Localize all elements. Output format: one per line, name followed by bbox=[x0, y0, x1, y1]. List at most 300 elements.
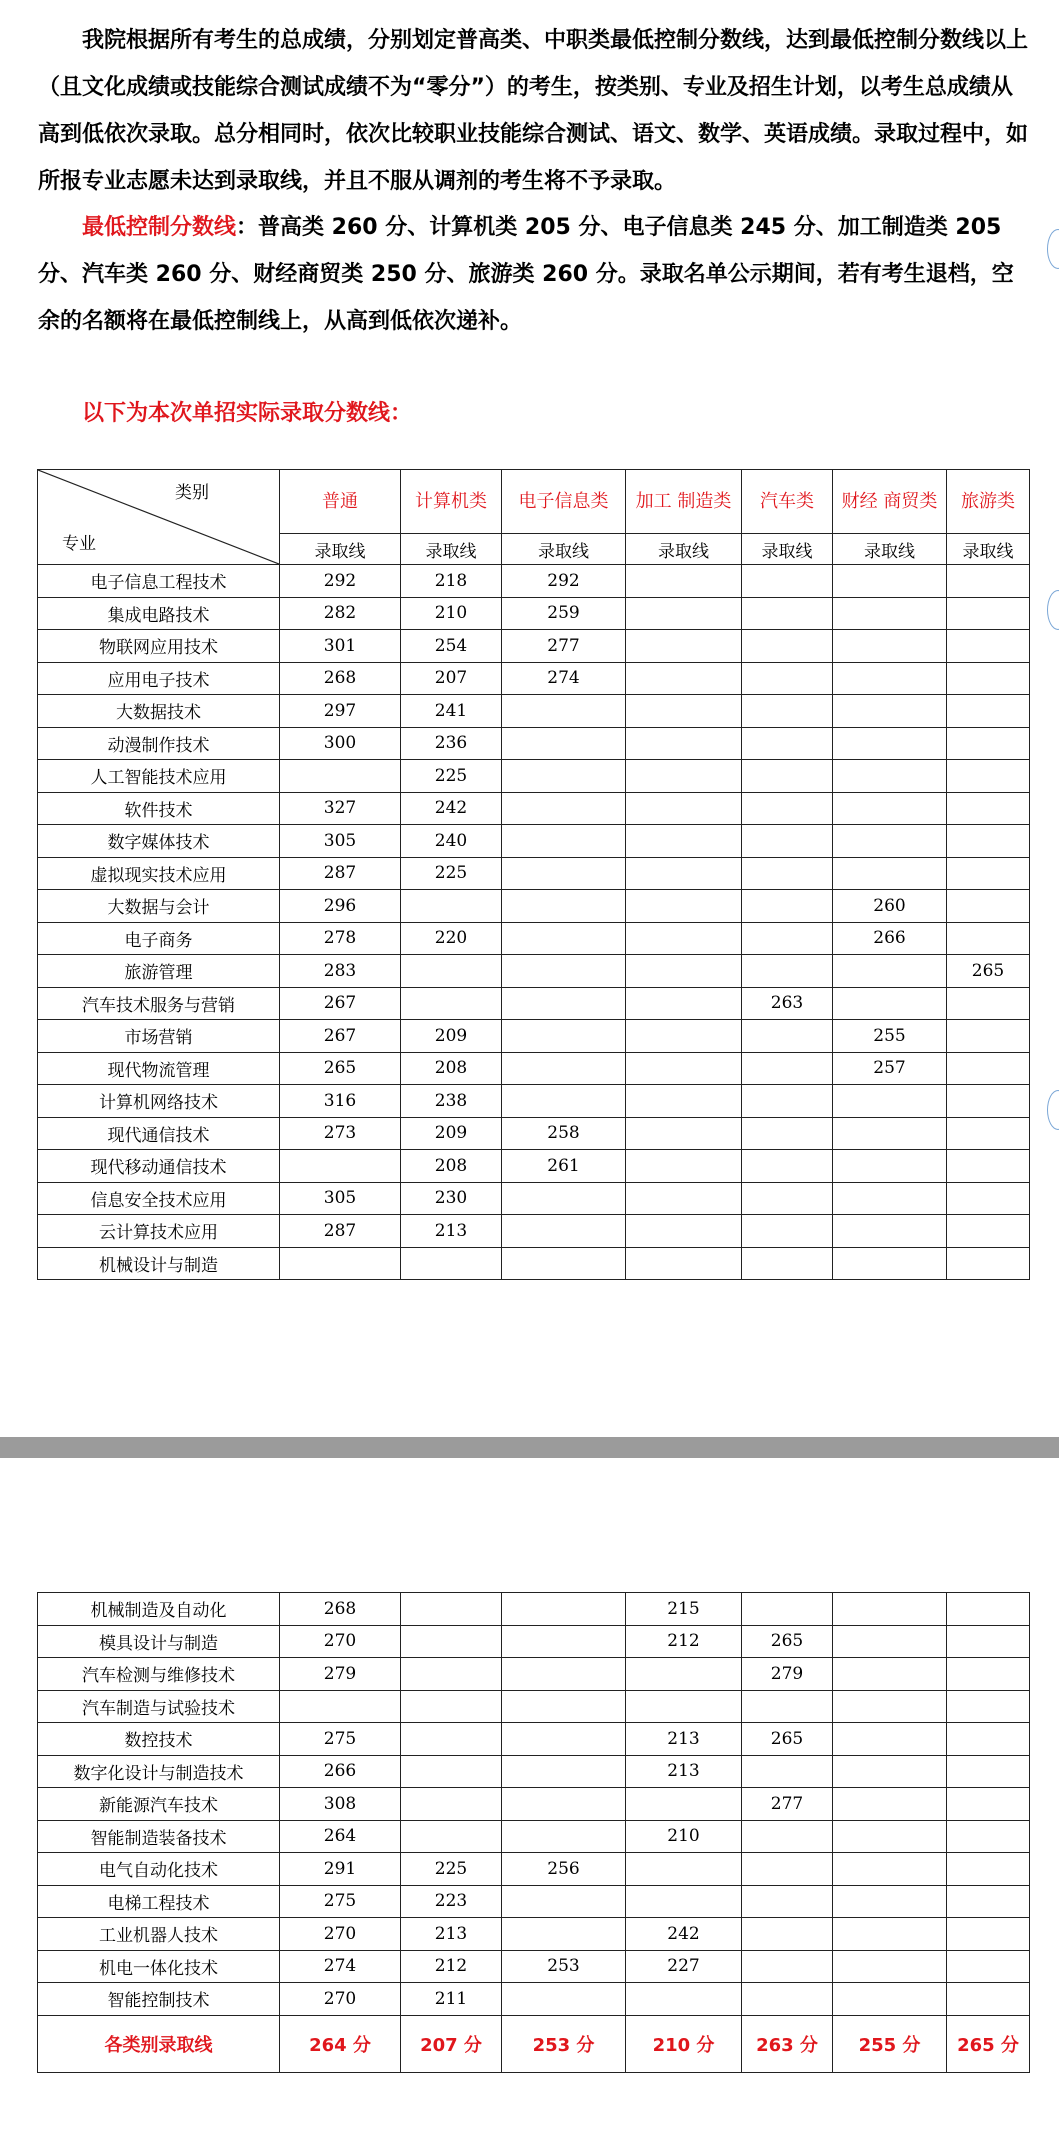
score-cell: 287 bbox=[280, 857, 401, 890]
major-name-cell: 汽车检测与维修技术 bbox=[38, 1658, 280, 1691]
score-cell: 209 bbox=[401, 1117, 502, 1150]
major-name-cell: 现代通信技术 bbox=[38, 1117, 280, 1150]
score-cell bbox=[947, 1820, 1030, 1853]
score-cell bbox=[833, 1723, 947, 1756]
score-cell bbox=[833, 1593, 947, 1626]
score-cell bbox=[742, 1085, 833, 1118]
min-score-label: 最低控制分数线 bbox=[82, 215, 237, 240]
table-row bbox=[38, 1117, 1030, 1150]
table-row bbox=[38, 1820, 1030, 1853]
score-cell bbox=[626, 922, 742, 955]
score-cell: 274 bbox=[502, 662, 626, 695]
major-name-cell: 信息安全技术应用 bbox=[38, 1182, 280, 1215]
score-cell bbox=[401, 890, 502, 923]
score-cell: 213 bbox=[626, 1723, 742, 1756]
score-table-part-2 bbox=[37, 1592, 1030, 2073]
table-row bbox=[38, 1052, 1030, 1085]
score-cell bbox=[626, 630, 742, 663]
score-cell: 241 bbox=[401, 695, 502, 728]
score-cell bbox=[947, 1690, 1030, 1723]
score-cell bbox=[833, 792, 947, 825]
score-cell: 305 bbox=[280, 1182, 401, 1215]
major-name-cell: 新能源汽车技术 bbox=[38, 1788, 280, 1821]
major-name-cell: 计算机网络技术 bbox=[38, 1085, 280, 1118]
major-name-cell: 机电一体化技术 bbox=[38, 1950, 280, 1983]
major-name-cell: 电子商务 bbox=[38, 922, 280, 955]
score-cell bbox=[833, 727, 947, 760]
major-name-cell: 模具设计与制造 bbox=[38, 1625, 280, 1658]
score-cell: 218 bbox=[401, 565, 502, 598]
score-cell: 292 bbox=[502, 565, 626, 598]
score-cell bbox=[947, 695, 1030, 728]
score-cell bbox=[626, 1117, 742, 1150]
major-name-cell: 云计算技术应用 bbox=[38, 1215, 280, 1248]
score-cell bbox=[742, 1182, 833, 1215]
category-header: 普通 bbox=[280, 470, 401, 534]
score-cell bbox=[502, 1788, 626, 1821]
score-cell bbox=[833, 1690, 947, 1723]
major-name-cell: 市场营销 bbox=[38, 1020, 280, 1053]
score-cell: 274 bbox=[280, 1950, 401, 1983]
category-header: 汽车类 bbox=[742, 470, 833, 534]
table-row bbox=[38, 565, 1030, 598]
score-cell bbox=[833, 1150, 947, 1183]
score-cell bbox=[742, 1690, 833, 1723]
score-cell: 327 bbox=[280, 792, 401, 825]
total-score-cell: 210 分 bbox=[626, 2015, 742, 2072]
sub-header: 录取线 bbox=[401, 534, 502, 565]
score-cell: 242 bbox=[401, 792, 502, 825]
score-cell bbox=[626, 1853, 742, 1886]
min-score-text: ：普高类 260 分、计算机类 205 分、电子信息类 245 分、加工制造类 205 分、汽车类 260 分、财经商贸类 250 分、旅游类 260 分。录取名单公示期间，若有考生退档，空余的名额将在最低控制线上，从高到低依次递补。 bbox=[38, 215, 1014, 334]
score-cell: 259 bbox=[502, 597, 626, 630]
score-cell bbox=[833, 1182, 947, 1215]
score-cell bbox=[742, 1755, 833, 1788]
score-cell bbox=[742, 1247, 833, 1280]
score-cell: 227 bbox=[626, 1950, 742, 1983]
sub-header: 录取线 bbox=[947, 534, 1030, 565]
table-row bbox=[38, 922, 1030, 955]
score-cell bbox=[742, 1853, 833, 1886]
major-name-cell: 人工智能技术应用 bbox=[38, 760, 280, 793]
score-cell bbox=[833, 1658, 947, 1691]
score-cell: 212 bbox=[401, 1950, 502, 1983]
score-cell bbox=[833, 1085, 947, 1118]
sub-header: 录取线 bbox=[626, 534, 742, 565]
major-name-cell: 汽车技术服务与营销 bbox=[38, 987, 280, 1020]
score-cell bbox=[401, 1593, 502, 1626]
corner-category-label: 类别 bbox=[175, 483, 209, 503]
score-cell bbox=[502, 760, 626, 793]
score-cell: 277 bbox=[742, 1788, 833, 1821]
score-cell bbox=[626, 597, 742, 630]
score-cell: 209 bbox=[401, 1020, 502, 1053]
score-cell: 264 bbox=[280, 1820, 401, 1853]
score-cell: 273 bbox=[280, 1117, 401, 1150]
score-cell bbox=[833, 1853, 947, 1886]
score-cell bbox=[833, 662, 947, 695]
score-cell: 240 bbox=[401, 825, 502, 858]
score-cell bbox=[742, 792, 833, 825]
score-cell: 296 bbox=[280, 890, 401, 923]
score-cell bbox=[626, 1085, 742, 1118]
score-cell bbox=[502, 987, 626, 1020]
table-row bbox=[38, 1182, 1030, 1215]
score-cell bbox=[742, 1885, 833, 1918]
score-cell: 270 bbox=[280, 1918, 401, 1951]
score-cell bbox=[947, 1117, 1030, 1150]
score-cell bbox=[401, 1247, 502, 1280]
score-cell: 265 bbox=[947, 955, 1030, 988]
score-cell bbox=[626, 1247, 742, 1280]
score-cell bbox=[742, 760, 833, 793]
score-cell bbox=[742, 890, 833, 923]
score-cell bbox=[947, 857, 1030, 890]
score-cell bbox=[833, 1918, 947, 1951]
score-cell: 255 bbox=[833, 1020, 947, 1053]
score-cell bbox=[502, 1658, 626, 1691]
score-cell bbox=[947, 1658, 1030, 1691]
section-divider bbox=[0, 1437, 1059, 1458]
score-cell: 300 bbox=[280, 727, 401, 760]
score-cell bbox=[833, 1215, 947, 1248]
score-cell bbox=[626, 1150, 742, 1183]
score-cell bbox=[626, 1182, 742, 1215]
major-name-cell: 大数据技术 bbox=[38, 695, 280, 728]
category-header: 计算机类 bbox=[401, 470, 502, 534]
score-cell bbox=[502, 727, 626, 760]
table-row bbox=[38, 1215, 1030, 1248]
score-cell: 215 bbox=[626, 1593, 742, 1626]
score-cell bbox=[947, 987, 1030, 1020]
score-cell bbox=[742, 922, 833, 955]
score-cell bbox=[401, 1788, 502, 1821]
score-cell bbox=[742, 1052, 833, 1085]
score-cell bbox=[947, 1885, 1030, 1918]
score-cell: 267 bbox=[280, 1020, 401, 1053]
table-row bbox=[38, 1020, 1030, 1053]
score-cell: 279 bbox=[742, 1658, 833, 1691]
sub-header: 录取线 bbox=[742, 534, 833, 565]
score-cell bbox=[502, 1247, 626, 1280]
score-cell bbox=[833, 565, 947, 598]
score-cell bbox=[401, 987, 502, 1020]
score-cell bbox=[502, 1983, 626, 2016]
total-score-cell: 265 分 bbox=[947, 2015, 1030, 2072]
score-cell bbox=[626, 662, 742, 695]
score-cell bbox=[401, 1625, 502, 1658]
corner-header bbox=[38, 470, 280, 565]
score-cell bbox=[947, 662, 1030, 695]
score-cell bbox=[742, 1593, 833, 1626]
major-name-cell: 软件技术 bbox=[38, 792, 280, 825]
score-cell: 265 bbox=[280, 1052, 401, 1085]
score-cell bbox=[502, 1215, 626, 1248]
score-cell bbox=[833, 597, 947, 630]
major-name-cell: 动漫制作技术 bbox=[38, 727, 280, 760]
score-cell bbox=[502, 1052, 626, 1085]
score-cell bbox=[833, 825, 947, 858]
score-cell bbox=[833, 1950, 947, 1983]
score-cell bbox=[502, 1085, 626, 1118]
score-cell bbox=[947, 1085, 1030, 1118]
table-row bbox=[38, 1918, 1030, 1951]
score-cell bbox=[626, 1885, 742, 1918]
score-cell bbox=[502, 792, 626, 825]
table-row bbox=[38, 1788, 1030, 1821]
score-cell bbox=[502, 1625, 626, 1658]
score-cell bbox=[626, 1788, 742, 1821]
table-row bbox=[38, 1853, 1030, 1886]
score-cell: 257 bbox=[833, 1052, 947, 1085]
score-cell bbox=[626, 1690, 742, 1723]
score-cell bbox=[401, 1820, 502, 1853]
score-cell: 266 bbox=[280, 1755, 401, 1788]
table-row bbox=[38, 662, 1030, 695]
major-name-cell: 现代物流管理 bbox=[38, 1052, 280, 1085]
score-cell bbox=[947, 727, 1030, 760]
score-cell bbox=[626, 695, 742, 728]
score-cell: 211 bbox=[401, 1983, 502, 2016]
score-cell bbox=[280, 1247, 401, 1280]
score-cell bbox=[833, 695, 947, 728]
score-cell: 305 bbox=[280, 825, 401, 858]
score-cell bbox=[742, 662, 833, 695]
major-name-cell: 集成电路技术 bbox=[38, 597, 280, 630]
score-cell: 213 bbox=[626, 1755, 742, 1788]
score-cell bbox=[947, 1788, 1030, 1821]
score-cell bbox=[626, 760, 742, 793]
table-row bbox=[38, 857, 1030, 890]
table-row bbox=[38, 1983, 1030, 2016]
total-score-cell: 253 分 bbox=[502, 2015, 626, 2072]
score-cell bbox=[947, 1593, 1030, 1626]
score-cell bbox=[833, 1788, 947, 1821]
score-cell: 316 bbox=[280, 1085, 401, 1118]
table-row bbox=[38, 1658, 1030, 1691]
score-cell: 283 bbox=[280, 955, 401, 988]
table-row bbox=[38, 630, 1030, 663]
table-row bbox=[38, 1885, 1030, 1918]
score-cell: 212 bbox=[626, 1625, 742, 1658]
score-cell bbox=[833, 987, 947, 1020]
score-cell bbox=[502, 857, 626, 890]
score-cell: 258 bbox=[502, 1117, 626, 1150]
score-cell: 265 bbox=[742, 1625, 833, 1658]
score-cell bbox=[502, 1723, 626, 1756]
score-cell: 263 bbox=[742, 987, 833, 1020]
score-cell bbox=[742, 630, 833, 663]
score-cell bbox=[280, 760, 401, 793]
table-row bbox=[38, 760, 1030, 793]
table-row bbox=[38, 695, 1030, 728]
side-handle[interactable] bbox=[1047, 590, 1059, 630]
score-cell bbox=[947, 630, 1030, 663]
score-cell bbox=[833, 1247, 947, 1280]
score-cell: 270 bbox=[280, 1983, 401, 2016]
major-name-cell: 现代移动通信技术 bbox=[38, 1150, 280, 1183]
total-score-cell: 255 分 bbox=[833, 2015, 947, 2072]
table-row bbox=[38, 1150, 1030, 1183]
score-cell: 254 bbox=[401, 630, 502, 663]
major-name-cell: 数控技术 bbox=[38, 1723, 280, 1756]
score-cell bbox=[502, 1918, 626, 1951]
table-row bbox=[38, 1723, 1030, 1756]
score-cell: 268 bbox=[280, 1593, 401, 1626]
score-cell bbox=[401, 1690, 502, 1723]
score-cell bbox=[742, 857, 833, 890]
total-score-cell: 207 分 bbox=[401, 2015, 502, 2072]
score-table-part-1 bbox=[37, 469, 1030, 1280]
score-cell bbox=[742, 1117, 833, 1150]
major-name-cell: 工业机器人技术 bbox=[38, 1918, 280, 1951]
score-cell bbox=[626, 792, 742, 825]
score-cell bbox=[401, 1755, 502, 1788]
score-cell bbox=[947, 597, 1030, 630]
score-cell: 291 bbox=[280, 1853, 401, 1886]
side-handle[interactable] bbox=[1047, 1090, 1059, 1130]
score-cell bbox=[626, 1983, 742, 2016]
score-cell bbox=[947, 1052, 1030, 1085]
score-cell bbox=[742, 565, 833, 598]
intro-paragraph-1: 我院根据所有考生的总成绩，分别划定普高类、中职类最低控制分数线，达到最低控制分数线以上（且文化成绩或技能综合测试成绩不为“零分”）的考生，按类别、专业及招生计划，以考生总成绩从高到低依次录取。总分相同时，依次比较职业技能综合测试、语文、数学、英语成绩。录取过程中，如所报专业志愿未达到录取线，并且不服从调剂的考生将不予录取。 bbox=[38, 28, 1029, 194]
score-cell bbox=[626, 890, 742, 923]
score-cell: 266 bbox=[833, 922, 947, 955]
score-cell: 270 bbox=[280, 1625, 401, 1658]
score-cell: 225 bbox=[401, 857, 502, 890]
score-cell: 279 bbox=[280, 1658, 401, 1691]
score-cell: 308 bbox=[280, 1788, 401, 1821]
total-score-cell: 264 分 bbox=[280, 2015, 401, 2072]
major-name-cell: 旅游管理 bbox=[38, 955, 280, 988]
score-cell bbox=[502, 1182, 626, 1215]
score-cell: 207 bbox=[401, 662, 502, 695]
score-cell bbox=[280, 1690, 401, 1723]
score-cell bbox=[833, 1885, 947, 1918]
score-cell bbox=[502, 1020, 626, 1053]
score-cell: 210 bbox=[626, 1820, 742, 1853]
table-row bbox=[38, 1755, 1030, 1788]
score-cell bbox=[502, 955, 626, 988]
score-cell: 210 bbox=[401, 597, 502, 630]
score-cell bbox=[742, 1918, 833, 1951]
major-name-cell: 虚拟现实技术应用 bbox=[38, 857, 280, 890]
score-cell bbox=[742, 695, 833, 728]
score-cell: 268 bbox=[280, 662, 401, 695]
score-cell: 223 bbox=[401, 1885, 502, 1918]
score-cell bbox=[947, 792, 1030, 825]
score-cell bbox=[626, 825, 742, 858]
score-cell bbox=[280, 1150, 401, 1183]
score-cell bbox=[502, 1593, 626, 1626]
score-cell bbox=[947, 1853, 1030, 1886]
score-cell bbox=[502, 922, 626, 955]
score-cell bbox=[742, 825, 833, 858]
table-row bbox=[38, 1950, 1030, 1983]
score-cell bbox=[947, 1723, 1030, 1756]
score-cell bbox=[833, 1820, 947, 1853]
score-cell bbox=[833, 1755, 947, 1788]
table-row bbox=[38, 792, 1030, 825]
table-row bbox=[38, 1593, 1030, 1626]
score-cell bbox=[502, 1755, 626, 1788]
score-cell bbox=[401, 1658, 502, 1691]
table-row bbox=[38, 955, 1030, 988]
score-cell bbox=[833, 857, 947, 890]
score-cell: 275 bbox=[280, 1885, 401, 1918]
table-row bbox=[38, 890, 1030, 923]
score-cell: 265 bbox=[742, 1723, 833, 1756]
sub-header: 录取线 bbox=[280, 534, 401, 565]
score-cell bbox=[626, 1020, 742, 1053]
score-cell bbox=[947, 1983, 1030, 2016]
score-cell bbox=[833, 1983, 947, 2016]
major-name-cell: 汽车制造与试验技术 bbox=[38, 1690, 280, 1723]
major-name-cell: 智能控制技术 bbox=[38, 1983, 280, 2016]
score-cell bbox=[947, 1247, 1030, 1280]
table-row bbox=[38, 825, 1030, 858]
score-cell bbox=[947, 922, 1030, 955]
score-cell: 208 bbox=[401, 1052, 502, 1085]
category-header: 旅游类 bbox=[947, 470, 1030, 534]
score-cell bbox=[502, 825, 626, 858]
score-cell bbox=[626, 727, 742, 760]
score-cell bbox=[742, 1983, 833, 2016]
score-cell bbox=[947, 1020, 1030, 1053]
side-handle[interactable] bbox=[1047, 229, 1059, 269]
major-name-cell: 数字媒体技术 bbox=[38, 825, 280, 858]
category-header: 财经 商贸类 bbox=[833, 470, 947, 534]
score-cell: 260 bbox=[833, 890, 947, 923]
score-cell: 292 bbox=[280, 565, 401, 598]
score-cell bbox=[947, 890, 1030, 923]
score-cell bbox=[626, 857, 742, 890]
score-cell bbox=[742, 597, 833, 630]
score-cell bbox=[502, 1820, 626, 1853]
score-cell bbox=[502, 1690, 626, 1723]
score-cell bbox=[833, 1117, 947, 1150]
score-cell: 236 bbox=[401, 727, 502, 760]
category-header: 电子信息类 bbox=[502, 470, 626, 534]
score-cell bbox=[742, 955, 833, 988]
score-cell: 275 bbox=[280, 1723, 401, 1756]
table-heading: 以下为本次单招实际录取分数线： bbox=[82, 401, 413, 426]
score-cell bbox=[833, 955, 947, 988]
score-cell: 225 bbox=[401, 1853, 502, 1886]
major-name-cell: 机械制造及自动化 bbox=[38, 1593, 280, 1626]
score-cell bbox=[833, 760, 947, 793]
score-cell bbox=[742, 1950, 833, 1983]
sub-header: 录取线 bbox=[833, 534, 947, 565]
score-cell: 278 bbox=[280, 922, 401, 955]
score-cell: 261 bbox=[502, 1150, 626, 1183]
total-row bbox=[38, 2015, 1030, 2072]
score-cell bbox=[947, 1625, 1030, 1658]
score-cell bbox=[401, 955, 502, 988]
major-name-cell: 数字化设计与制造技术 bbox=[38, 1755, 280, 1788]
total-label-cell: 各类别录取线 bbox=[38, 2015, 280, 2072]
score-cell bbox=[742, 1215, 833, 1248]
score-cell bbox=[947, 1215, 1030, 1248]
score-cell: 287 bbox=[280, 1215, 401, 1248]
major-name-cell: 电气自动化技术 bbox=[38, 1853, 280, 1886]
score-cell bbox=[833, 1625, 947, 1658]
score-cell: 242 bbox=[626, 1918, 742, 1951]
score-cell: 230 bbox=[401, 1182, 502, 1215]
table-row bbox=[38, 727, 1030, 760]
total-score-cell: 263 分 bbox=[742, 2015, 833, 2072]
score-cell bbox=[947, 1182, 1030, 1215]
